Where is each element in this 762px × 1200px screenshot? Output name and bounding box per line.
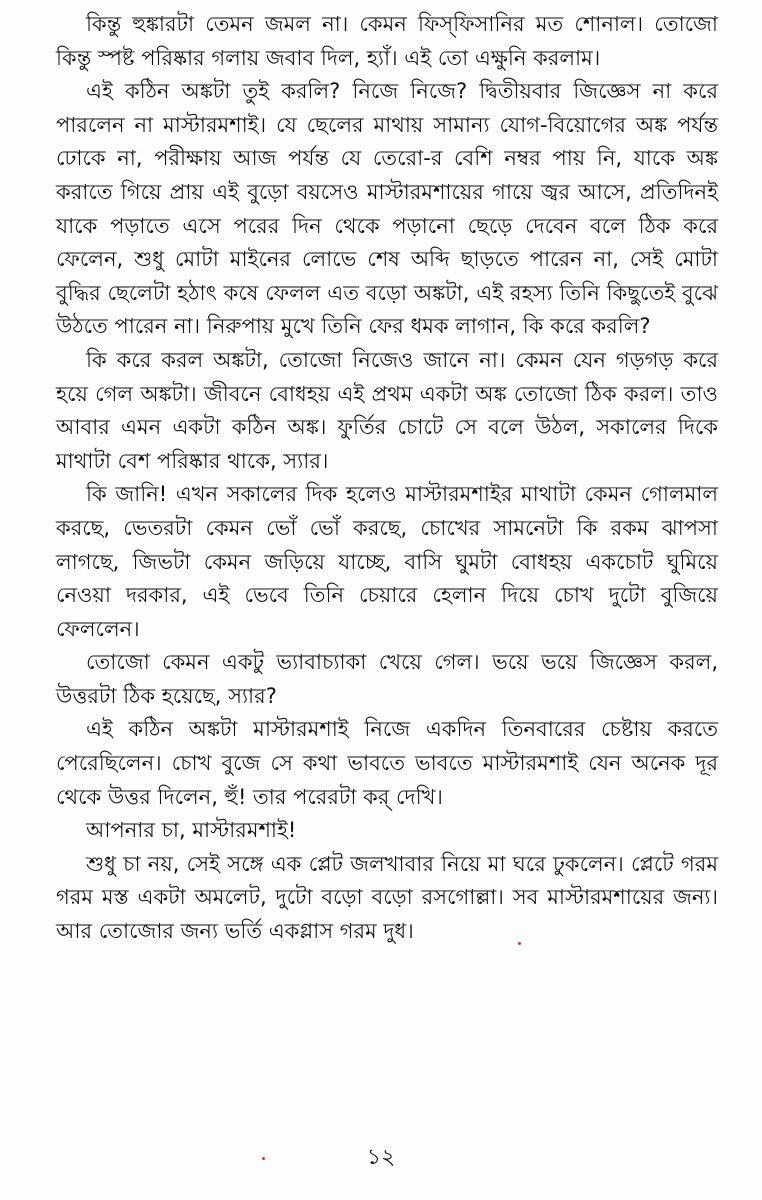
paragraph: এই কঠিন অঙ্কটা মাস্টারমশাই নিজে একদিন তিনবারের চেষ্টায় করতে পেরেছিলেন। চোখ বুজে সে কথা ভাবতে ভাবতে মাস্টারমশাই যেন অনেক দূর থেকে উত্তর দিলেন, হুঁ! তার পরেরটা কর্‌ দেখি। xyxy=(56,717,718,809)
paragraph: তোজো কেমন একটু ভ্যাবাচ্যাকা খেয়ে গেল। ভয়ে ভয়ে জিজ্ঞেস করল, উত্তরটা ঠিক হয়েছে, স্যার? xyxy=(56,650,718,708)
paragraph: এই কঠিন অঙ্কটা তুই করলি? নিজে নিজে? দ্বিতীয়বার জিজ্ঞেস না করে পারলেন না মাস্টারমশাই। যে ছেলের মাথায় সামান্য যোগ-বিয়োগের অঙ্ক পর্যন্ত ঢোকে না, পরীক্ষায় আজ পর্যন্ত যে তেরো-র বেশি নম্বর পায় নি, যাকে অঙ্ক করাতে গিয়ে প্রায় এই বুড়ো বয়সেও মাস্টারমশায়ের গায়ে জ্বর আসে, প্রতিদিনই যাকে পড়াতে এসে পরের দিন থেকে পড়ানো ছেড়ে দেবেন বলে ঠিক করে ফেলেন, শুধু মোটা মাইনের লোভে শেষ অব্দি ছাড়তে পারেন না, সেই মোটা বুদ্ধির ছেলেটা হঠাৎ কষে ফেলল এত বড়ো অঙ্কটা, এই রহস্য তিনি কিছুতেই বুঝে উঠতে পারেন না। নিরুপায় মুখে তিনি ফের ধমক লাগান, কি করে করলি? xyxy=(56,79,718,339)
body-text xyxy=(56,8,718,949)
paragraph: শুধু চা নয়, সেই সঙ্গে এক প্লেট জলখাবার নিয়ে মা ঘরে ঢুকলেন। প্লেটে গরম গরম মস্ত একটা অমলেট, দুটো বড়ো বড়ো রসগোল্লা। সব মাস্টারমশায়ের জন্য। আর তোজোর জন্য ভর্তি একগ্লাস গরম দুধ। xyxy=(56,851,718,944)
ink-speck xyxy=(262,1157,265,1160)
paragraph: কিন্তু হুঙ্কারটা তেমন জমল না। কেমন ফিস্‌ফিসানির মত শোনাল। তোজো কিন্তু স্পষ্ট পরিষ্কার গলায় জবাব দিল, হ্যাঁ। এই তো এক্ষুনি করলাম। xyxy=(56,12,718,70)
paragraph: কি করে করল অঙ্কটা, তোজো নিজেও জানে না। কেমন যেন গড়গড় করে হয়ে গেল অঙ্কটা। জীবনে বোধহয় এই প্রথম একটা অঙ্ক তোজো ঠিক করল। তাও আবার এমন একটা কঠিন অঙ্ক। ফুর্তির চোটে সে বলে উঠল, সকালের দিকে মাথাটা বেশ পরিষ্কার থাকে, স্যার। xyxy=(56,347,718,473)
paragraph: আপনার চা, মাস্টারমশাই! xyxy=(86,818,297,843)
page-number: ১২ xyxy=(366,1145,396,1170)
paragraph: কি জানি! এখন সকালের দিক হলেও মাস্টারমশাইর মাথাটা কেমন গোলমাল করছে, ভেতরটা কেমন ভোঁ ভোঁ করছে, চোখের সামনেটা কি রকম ঝাপসা লাগছে, জিভটা কেমন জড়িয়ে যাচ্ছে, বাসি ঘুমটা বোধহয় একচোট ঘুমিয়ে নেওয়া দরকার, এই ভেবে তিনি চেয়ারে হেলান দিয়ে চোখ দুটো বুজিয়ে ফেললেন। xyxy=(56,482,718,641)
ink-speck xyxy=(518,942,521,945)
